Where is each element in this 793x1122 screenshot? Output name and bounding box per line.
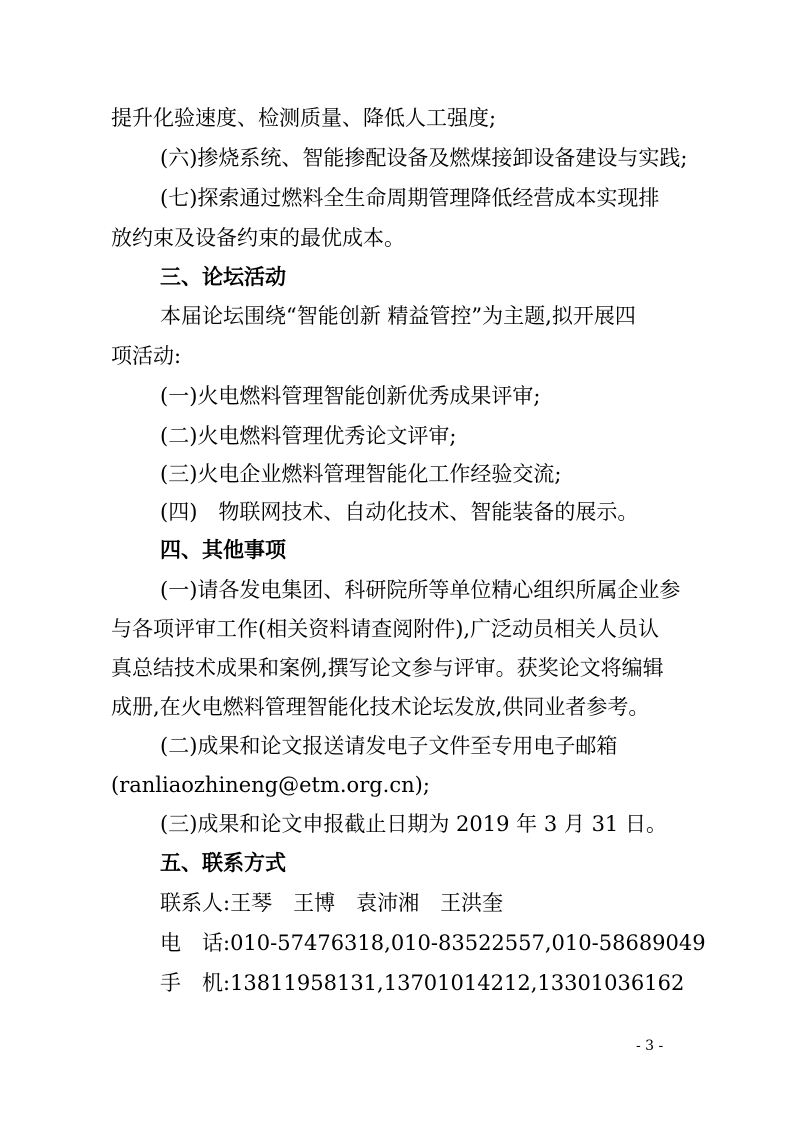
list-item: (一)请各发电集团、科研院所等单位精心组织所属企业参 <box>160 578 681 602</box>
body-line: 项活动: <box>111 344 182 368</box>
contact-phone: 电 话:010-57476318,010-83522557,010-58689049 <box>160 931 706 955</box>
list-item: (一)火电燃料管理智能创新优秀成果评审; <box>160 384 541 408</box>
list-item: (六)掺烧系统、智能掺配设备及燃煤接卸设备建设与实践; <box>160 146 688 170</box>
list-item <box>160 180 702 216</box>
list-item: (三)成果和论文申报截止日期为 2019 年 3 月 31 日。 <box>160 812 667 836</box>
body-line: 本届论坛围绕“智能创新 精益管控”为主题,拟开展四 <box>160 304 636 328</box>
contact-mobile: 手 机:13811958131,13701014212,13301036162 <box>160 971 685 995</box>
body-line: 放约束及设备约束的最优成本。 <box>111 226 405 250</box>
list-item: (三)火电企业燃料管理智能化工作经验交流; <box>160 462 562 486</box>
section-heading: 五、联系方式 <box>160 850 286 875</box>
body-line: 真总结技术成果和案例,撰写论文参与评审。获奖论文将编辑 <box>111 656 664 680</box>
list-item: (二)成果和论文报送请发电子文件至专用电子邮箱 <box>160 734 618 758</box>
body-line: 提升化验速度、检测质量、降低人工强度; <box>111 106 497 130</box>
body-line: 成册,在火电燃料管理智能化技术论坛发放,供同业者参考。 <box>111 695 650 719</box>
section-heading: 三、论坛活动 <box>160 264 286 289</box>
body-line: (七)探索通过燃料全生命周期管理降低经营成本实现排 <box>160 186 660 210</box>
body-line: 与各项评审工作(相关资料请查阅附件),广泛动员相关人员认 <box>111 617 660 641</box>
section-heading: 四、其他事项 <box>160 537 286 562</box>
email-line: (ranliaozhineng@etm.org.cn); <box>111 773 430 797</box>
contact-persons: 联系人:王琴 王博 袁沛湘 王洪奎 <box>160 891 504 915</box>
list-item: (四) 物联网技术、自动化技术、智能装备的展示。 <box>160 500 639 524</box>
list-item: (二)火电燃料管理优秀论文评审; <box>160 424 457 448</box>
page-number: - 3 - <box>636 1038 664 1054</box>
